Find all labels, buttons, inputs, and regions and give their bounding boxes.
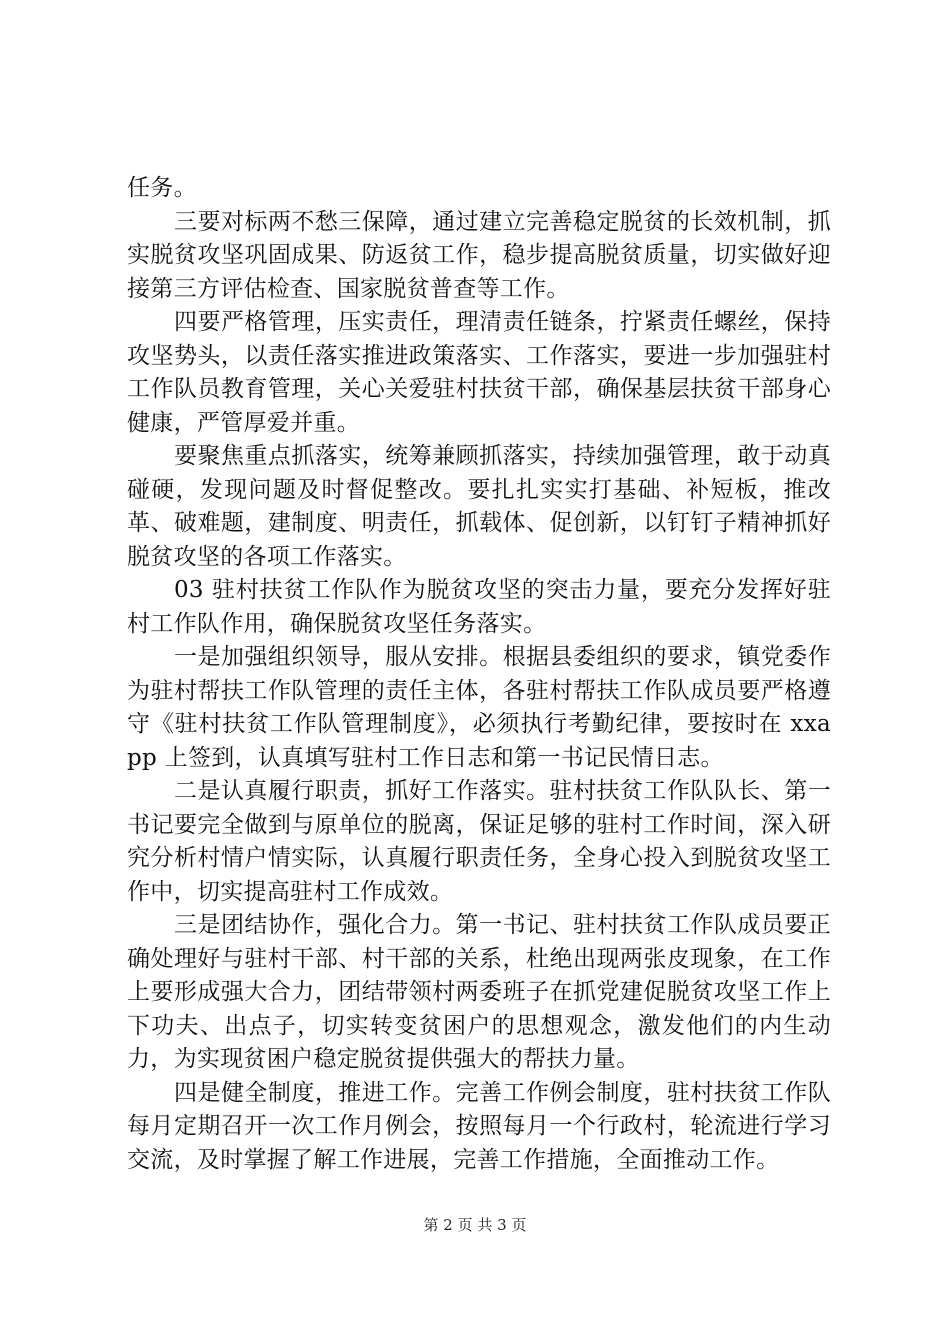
paragraph-6: 一是加强组织领导，服从安排。根据县委组织的要求，镇党委作为驻村帮扶工作队管理的责任主体，各驻村帮扶工作队成员要严格遵守《驻村扶贫工作队管理制度》，必须执行考勤纪律，要按时在 xxapp 上签到，认真填写驻村工作日志和第一书记民情日志。 [127, 644, 831, 771]
document-body [127, 172, 831, 1177]
paragraph-3: 四要严格管理，压实责任，理清责任链条，拧紧责任螺丝，保持攻坚势头，以责任落实推进政策落实、工作落实，要进一步加强驻村工作队员教育管理，关心关爱驻村扶贫干部，确保基层扶贫干部身心健康，严管厚爱并重。 [127, 309, 831, 436]
paragraph-4: 要聚焦重点抓落实，统筹兼顾抓落实，持续加强管理，敢于动真碰硬，发现问题及时督促整改。要扎扎实实打基础、补短板，推改革、破难题，建制度、明责任，抓载体、促创新，以钉钉子精神抓好脱贫攻坚的各项工作落实。 [127, 443, 831, 570]
paragraph-7: 二是认真履行职责，抓好工作落实。驻村扶贫工作队队长、第一书记要完全做到与原单位的脱离，保证足够的驻村工作时间，深入研究分析村情户情实际，认真履行职责任务，全身心投入到脱贫攻坚工作中，切实提高驻村工作成效。 [127, 778, 831, 905]
paragraph-8: 三是团结协作，强化合力。第一书记、驻村扶贫工作队成员要正确处理好与驻村干部、村干部的关系，杜绝出现两张皮现象，在工作上要形成强大合力，团结带领村两委班子在抓党建促脱贫攻坚工作上下功夫、出点子，切实转变贫困户的思想观念，激发他们的内生动力，为实现贫困户稳定脱贫提供强大的帮扶力量。 [127, 912, 831, 1072]
paragraph-1: 任务。 [127, 175, 197, 201]
paragraph-9: 四是健全制度，推进工作。完善工作例会制度，驻村扶贫工作队每月定期召开一次工作月例会，按照每月一个行政村，轮流进行学习交流，及时掌握了解工作进展，完善工作措施，全面推动工作。 [127, 1079, 831, 1173]
paragraph-2: 三要对标两不愁三保障，通过建立完善稳定脱贫的长效机制，抓实脱贫攻坚巩固成果、防返贫工作，稳步提高脱贫质量，切实做好迎接第三方评估检查、国家脱贫普查等工作。 [127, 208, 831, 302]
paragraph-5: 03 驻村扶贫工作队作为脱贫攻坚的突击力量，要充分发挥好驻村工作队作用，确保脱贫攻坚任务落实。 [127, 577, 831, 637]
page-footer: 第 2 页 共 3 页 [423, 1216, 527, 1234]
